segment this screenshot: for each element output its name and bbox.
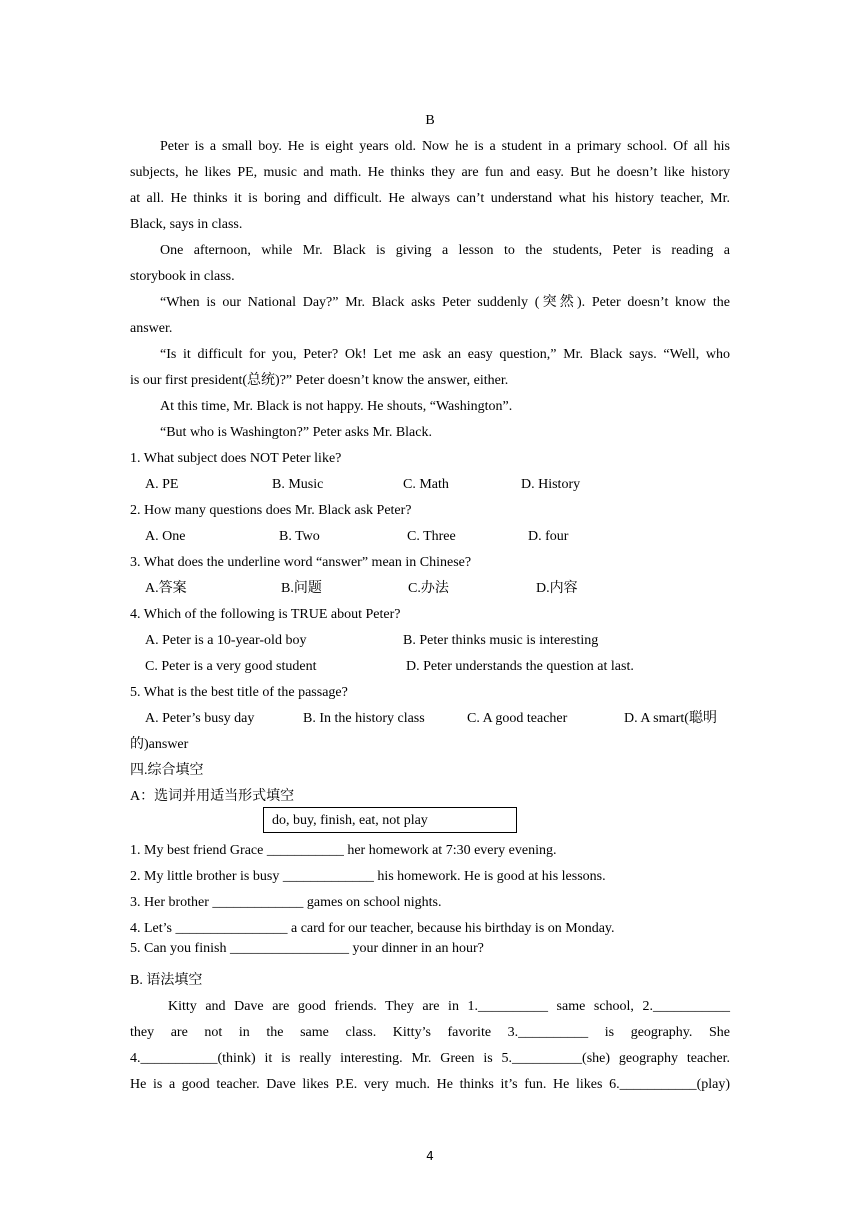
- question-text: 1. What subject does NOT Peter like?: [130, 451, 342, 466]
- passage-line: subjects, he likes PE, music and math. He thinks they are fun and easy. But he doesn’t like history: [130, 165, 730, 180]
- fill-item: 2. My little brother is busy _____________ his homework. He is good at his lessons.: [130, 869, 606, 884]
- grammar-line: Kitty and Dave are good friends. They are in 1.__________ same school, 2.___________: [168, 999, 730, 1014]
- option-b: B.问题: [281, 581, 322, 596]
- option-b: B. In the history class: [303, 711, 425, 726]
- part-a-title: A：选词并用适当形式填空: [130, 789, 295, 804]
- option-b: B. Music: [272, 477, 324, 492]
- option-d: D.内容: [536, 581, 578, 596]
- passage-line: answer.: [130, 321, 173, 336]
- fill-item: 5. Can you finish _________________ your dinner in an hour?: [130, 941, 484, 956]
- option-a: A. One: [145, 529, 186, 544]
- option-c: C. A good teacher: [467, 711, 568, 726]
- fill-item: 4. Let’s ________________ a card for our teacher, because his birthday is on Monday.: [130, 921, 615, 936]
- part-b-title: B. 语法填空: [130, 973, 203, 988]
- passage-line: “But who is Washington?” Peter asks Mr. Black.: [160, 425, 432, 440]
- passage-line: “When is our National Day?” Mr. Black asks Peter suddenly (突然). Peter doesn’t know the: [160, 295, 730, 310]
- option-c: C. Peter is a very good student: [145, 659, 317, 674]
- option-a: A. Peter is a 10-year-old boy: [145, 633, 307, 648]
- word-box-text: do, buy, finish, eat, not play: [272, 813, 428, 828]
- option-d: D. four: [528, 529, 569, 544]
- option-a: A. PE: [145, 477, 179, 492]
- option-b: B. Two: [279, 529, 320, 544]
- option-d-continued: 的)answer: [130, 737, 189, 752]
- option-a: A. Peter’s busy day: [145, 711, 255, 726]
- grammar-line: 4.___________(think) it is really interesting. Mr. Green is 5.__________(she) geography teacher.: [130, 1051, 730, 1066]
- fill-item: 3. Her brother _____________ games on school nights.: [130, 895, 442, 910]
- option-b: B. Peter thinks music is interesting: [403, 633, 599, 648]
- grammar-line: they are not in the same class. Kitty’s favorite 3.__________ is geography. She: [130, 1025, 730, 1040]
- option-c: C. Three: [407, 529, 456, 544]
- question-text: 2. How many questions does Mr. Black ask Peter?: [130, 503, 412, 518]
- option-d: D. History: [521, 477, 581, 492]
- question-text: 4. Which of the following is TRUE about Peter?: [130, 607, 401, 622]
- fill-item: 1. My best friend Grace ___________ her homework at 7:30 every evening.: [130, 843, 557, 858]
- passage-line: storybook in class.: [130, 269, 235, 284]
- option-d: D. A smart(聪明: [624, 711, 717, 726]
- question-text: 5. What is the best title of the passage?: [130, 685, 348, 700]
- option-d: D. Peter understands the question at last.: [406, 659, 634, 674]
- section-title: 四.综合填空: [130, 763, 204, 778]
- word-box: [263, 807, 517, 833]
- grammar-line: He is a good teacher. Dave likes P.E. very much. He thinks it’s fun. He likes 6.___________(play): [130, 1077, 730, 1092]
- passage-line: Black, says in class.: [130, 217, 243, 232]
- section-b-heading: B: [425, 113, 435, 128]
- option-a: A.答案: [145, 581, 187, 596]
- question-text: 3. What does the underline word “answer” mean in Chinese?: [130, 555, 472, 570]
- passage-line: One afternoon, while Mr. Black is giving a lesson to the students, Peter is reading a: [160, 243, 730, 258]
- passage-line: “Is it difficult for you, Peter? Ok! Let me ask an easy question,” Mr. Black says. “Well, who: [160, 347, 730, 362]
- passage-line: at all. He thinks it is boring and difficult. He always can’t understand what his history teacher, Mr.: [130, 191, 730, 206]
- option-c: C. Math: [403, 477, 449, 492]
- passage-line: is our first president(总统)?” Peter doesn’t know the answer, either.: [130, 373, 509, 388]
- passage-line: Peter is a small boy. He is eight years old. Now he is a student in a primary school. Of all his: [160, 139, 730, 154]
- option-c: C.办法: [408, 581, 449, 596]
- passage-line: At this time, Mr. Black is not happy. He shouts, “Washington”.: [160, 399, 513, 414]
- page-number: 4: [426, 1149, 434, 1163]
